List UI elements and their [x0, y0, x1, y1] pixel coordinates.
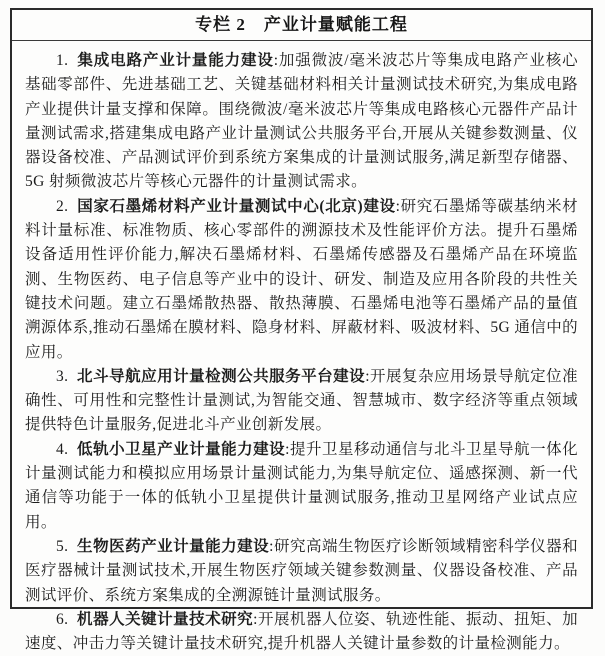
paragraph-text: :加强微波/毫米波芯片等集成电路产业核心基础零部件、先进基础工艺、关键基础材料相关计量测试技术研究,为集成电路产业提供计量支撑和保障。围绕微波/毫米波芯片等集成电路核心元器件产品计量测试需求,搭建集成电路产业计量测试公共服务平台,开展从关键参数测量、仪器设备校准、产品测试评价到系统方案集成的计量测试服务,满足新型存储器、5G 射频微波芯片等核心元器件的计量测试需求。 — [25, 52, 578, 191]
paragraph-number: 2. — [56, 197, 69, 215]
paragraph-text: :研究石墨烯等碳基纳米材料计量标准、标准物质、核心零部件的溯源技术及性能评价方法。提升石墨烯设备适用性评价能力,解决石墨烯材料、石墨烯传感器及石墨烯产品在环境监测、生物医药、电子信息等产业中的设计、研发、制造及应用各阶段的共性关键技术问题。建立石墨烯散热器、散热薄膜、石墨烯电池等石墨烯产品的量值溯源体系,推动石墨烯在膜材料、隐身材料、屏蔽材料、吸波材料、5G 通信中的应用。 — [25, 197, 578, 361]
paragraph-heading: 机器人关键计量技术研究 — [76, 610, 254, 628]
paragraph-1 — [25, 49, 578, 195]
paragraph-text: :开展复杂应用场景导航定位准确性、可用性和完整性计量测试,为智能交通、智慧城市、数字经济等重点领域提供特色计量服务,促进北斗产业创新发展。 — [25, 367, 578, 434]
paragraph-number: 3. — [56, 367, 69, 385]
paragraph-heading: 集成电路产业计量能力建设 — [76, 52, 274, 69]
paragraph-heading: 低轨小卫星产业计量能力建设 — [76, 440, 286, 458]
column-box-panel — [10, 8, 593, 653]
panel-title: 专栏 2 产业计量赋能工程 — [12, 10, 591, 41]
panel-body — [12, 41, 591, 656]
paragraph-4 — [25, 438, 578, 535]
paragraph-text: :开展机器人位姿、轨迹性能、振动、扭矩、加速度、冲击力等关键计量技术研究,提升机器人关键计量参数的计量检测能力。 — [25, 610, 578, 653]
paragraph-text: :研究高端生物医疗诊断领域精密科学仪器和医疗器械计量测试技术,开展生物医疗领域关键参数测量、仪器设备校准、产品测试评价、系统方案集成的全溯源链计量测试服务。 — [25, 537, 578, 604]
paragraph-heading: 生物医药产业计量能力建设 — [76, 537, 270, 555]
paragraph-heading: 国家石墨烯材料产业计量测试中心(北京)建设 — [76, 197, 396, 215]
paragraph-number: 6. — [56, 610, 69, 628]
paragraph-2 — [25, 195, 578, 365]
paragraph-number: 1. — [56, 52, 69, 69]
paragraph-heading: 北斗导航应用计量检测公共服务平台建设 — [76, 367, 366, 385]
paragraph-number: 4. — [56, 440, 69, 458]
paragraph-3 — [25, 365, 578, 438]
paragraph-text: :提升卫星移动通信与北斗卫星导航一体化计量测试能力和模拟应用场景计量测试能力,为集导航定位、遥感探测、新一代通信等功能于一体的低轨小卫星提供计量测试服务,推动卫星网络产业试点应用。 — [25, 440, 578, 531]
paragraph-number: 5. — [56, 537, 69, 555]
paragraph-5 — [25, 535, 578, 608]
paragraph-6 — [25, 608, 578, 656]
